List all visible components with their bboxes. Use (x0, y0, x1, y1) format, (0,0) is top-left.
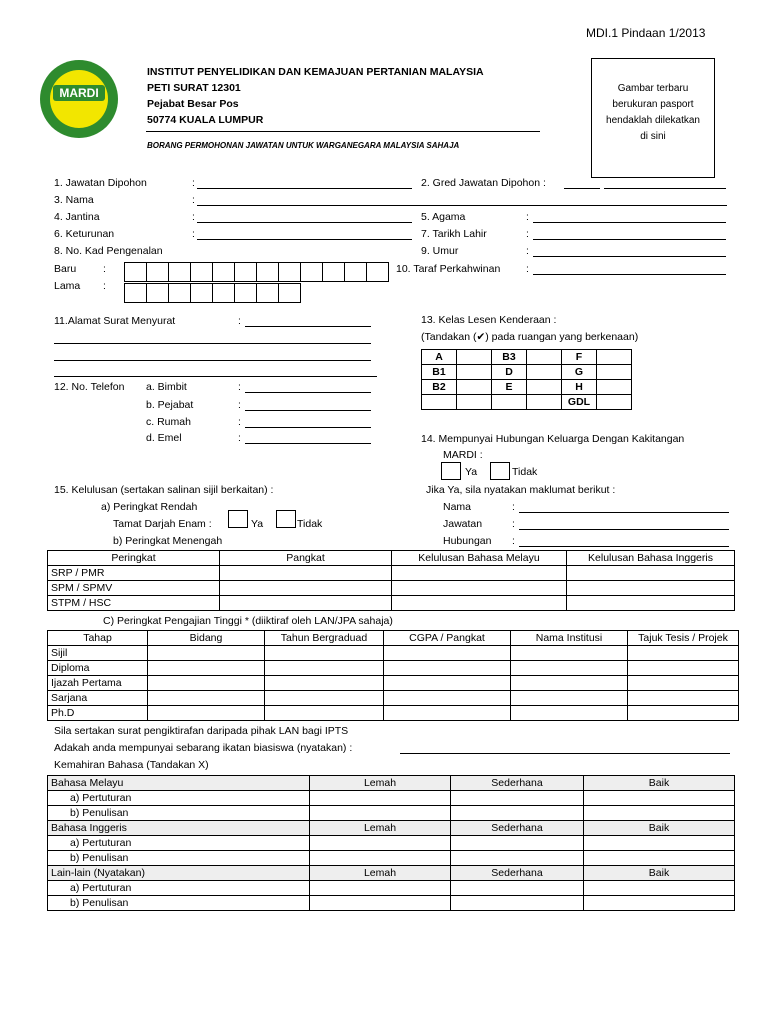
cell-input[interactable] (265, 676, 384, 691)
colon: : (526, 211, 529, 223)
licence-row (422, 350, 632, 365)
col-tahun: Tahun Bergraduad (265, 631, 384, 646)
language-table (47, 775, 735, 911)
label-peringkat-rendah: a) Peringkat Rendah (101, 501, 198, 513)
cell-input[interactable] (584, 851, 735, 866)
cell-input[interactable] (310, 851, 451, 866)
lang-group: Lain-lain (Nyatakan) (48, 866, 310, 881)
cell-input[interactable] (511, 661, 628, 676)
cell-input[interactable] (584, 836, 735, 851)
label-jawatan-dipohon: 1. Jawatan Dipohon (54, 177, 147, 189)
rel-hubungan-field[interactable] (519, 546, 729, 547)
table-row (48, 676, 739, 691)
cell-input[interactable] (310, 791, 451, 806)
relation-ya-label: Ya (465, 466, 478, 478)
cell-input[interactable] (265, 646, 384, 661)
colon: : (103, 280, 106, 292)
cell-input[interactable] (511, 646, 628, 661)
licence-tick[interactable] (597, 350, 632, 365)
colon: : (526, 245, 529, 257)
darjah-ya-label: Ya (251, 518, 264, 530)
table-row (48, 896, 735, 911)
cell-input[interactable] (584, 896, 735, 911)
note-lan: Sila sertakan surat pengiktirafan daripada pihak LAN bagi IPTS (54, 725, 349, 737)
level-sederhana: Sederhana (451, 866, 584, 881)
label-keturunan: 6. Keturunan (54, 228, 115, 240)
cell-input[interactable] (220, 581, 392, 596)
colon: : (238, 399, 241, 411)
nama-field[interactable] (197, 205, 727, 206)
level-lemah: Lemah (310, 821, 451, 836)
level-lemah: Lemah (310, 776, 451, 791)
taraf-perkahwinan-field[interactable] (533, 274, 726, 275)
rumah-field[interactable] (245, 427, 371, 428)
agama-field[interactable] (533, 222, 726, 223)
cell-input[interactable] (392, 566, 567, 581)
cell-input[interactable] (148, 676, 265, 691)
table-row (48, 836, 735, 851)
mardi-logo (40, 60, 118, 138)
jika-ya-note: Jika Ya, sila nyatakan maklumat berikut : (426, 484, 616, 496)
licence-class: A (422, 350, 457, 365)
label-jantina: 4. Jantina (54, 211, 100, 223)
cell-input[interactable] (265, 691, 384, 706)
col-tahap: Tahap (48, 631, 148, 646)
umur-field[interactable] (533, 256, 726, 257)
col-bidang: Bidang (148, 631, 265, 646)
licence-class (492, 395, 527, 410)
colon: : (238, 381, 241, 393)
row-label: Ijazah Pertama (48, 676, 148, 691)
licence-class: B2 (422, 380, 457, 395)
relation-tidak-checkbox[interactable] (490, 462, 510, 480)
col-bm: Kelulusan Bahasa Melayu (392, 551, 567, 566)
level-baik: Baik (584, 821, 735, 836)
table-row (48, 581, 735, 596)
table-row (48, 806, 735, 821)
cell-input[interactable] (451, 806, 584, 821)
label-hubungan-keluarga: 14. Mempunyai Hubungan Keluarga Dengan Kakitangan (421, 433, 685, 445)
form-subtitle: BORANG PERMOHONAN JAWATAN UNTUK WARGANEGARA MALAYSIA SAHAJA (147, 141, 460, 150)
cell-input[interactable] (628, 706, 739, 721)
label-alamat: 11.Alamat Surat Menyurat (54, 315, 176, 327)
col-peringkat: Peringkat (48, 551, 220, 566)
cell-input[interactable] (567, 566, 735, 581)
level-sederhana: Sederhana (451, 821, 584, 836)
label-rumah: c. Rumah (146, 416, 191, 428)
licence-class: F (562, 350, 597, 365)
licence-class: B3 (492, 350, 527, 365)
photo-text-2: berukuran pasport (612, 99, 694, 110)
cell-input[interactable] (384, 646, 511, 661)
col-bi: Kelulusan Bahasa Inggeris (567, 551, 735, 566)
alamat-line-3[interactable] (54, 360, 371, 361)
colon: : (192, 194, 195, 206)
cell-input[interactable] (392, 581, 567, 596)
table-row (48, 566, 735, 581)
institute-name: INSTITUT PENYELIDIKAN DAN KEMAJUAN PERTANIAN MALAYSIA (147, 66, 484, 78)
cell-input[interactable] (148, 646, 265, 661)
licence-tick[interactable] (527, 380, 562, 395)
jantina-field[interactable] (197, 222, 412, 223)
cell-input[interactable] (265, 661, 384, 676)
passport-photo-box[interactable] (591, 58, 715, 178)
level-lemah: Lemah (310, 866, 451, 881)
label-taraf-perkahwinan: 10. Taraf Perkahwinan (396, 263, 501, 275)
cell-input[interactable] (511, 676, 628, 691)
cell-input[interactable] (567, 581, 735, 596)
cell-input[interactable] (384, 691, 511, 706)
level-sederhana: Sederhana (451, 776, 584, 791)
cell-input[interactable] (148, 661, 265, 676)
keturunan-field[interactable] (197, 239, 412, 240)
cell-input[interactable] (451, 881, 584, 896)
licence-tick[interactable] (597, 365, 632, 380)
cell-input[interactable] (265, 706, 384, 721)
gred-field-a[interactable] (564, 188, 600, 189)
colon: : (238, 315, 241, 327)
lesen-note: (Tandakan (✔) pada ruangan yang berkenaan) (421, 331, 639, 343)
cell-input[interactable] (584, 791, 735, 806)
label-gred-jawatan: 2. Gred Jawatan Dipohon : (421, 177, 546, 189)
licence-tick[interactable] (527, 395, 562, 410)
photo-text-4: di sini (640, 131, 666, 142)
row-label: SPM / SPMV (48, 581, 220, 596)
label-pejabat: b. Pejabat (146, 399, 194, 411)
licence-row (422, 380, 632, 395)
licence-class: GDL (562, 395, 597, 410)
logo-text: MARDI (53, 85, 105, 101)
cell-input[interactable] (310, 881, 451, 896)
table-row (48, 706, 739, 721)
cell-input[interactable] (310, 836, 451, 851)
pejabat-field[interactable] (245, 410, 371, 411)
language-group-row (48, 866, 735, 881)
row-label: b) Penulisan (48, 806, 310, 821)
cell-input[interactable] (384, 676, 511, 691)
label-bimbit: a. Bimbit (146, 381, 187, 393)
cell-input[interactable] (584, 881, 735, 896)
row-label: Diploma (48, 661, 148, 676)
gred-field-b[interactable] (604, 188, 726, 189)
secondary-table (47, 550, 735, 611)
higher-education-table (47, 630, 739, 721)
colon: : (192, 211, 195, 223)
cell-input[interactable] (511, 691, 628, 706)
licence-row (422, 395, 632, 410)
row-label: SRP / PMR (48, 566, 220, 581)
licence-tick[interactable] (527, 350, 562, 365)
label-rel-nama: Nama (443, 501, 472, 513)
licence-table (421, 349, 632, 410)
licence-class: E (492, 380, 527, 395)
photo-text-3: hendaklah dilekatkan (606, 115, 700, 126)
emel-field[interactable] (245, 443, 371, 444)
row-label: a) Pertuturan (48, 881, 310, 896)
label-mardi: MARDI : (443, 449, 483, 461)
level-baik: Baik (584, 866, 735, 881)
darjah-tidak-checkbox[interactable] (276, 510, 296, 528)
licence-tick[interactable] (597, 395, 632, 410)
cell-input[interactable] (220, 566, 392, 581)
cell-input[interactable] (310, 896, 451, 911)
colon: : (192, 177, 195, 189)
cell-input[interactable] (148, 691, 265, 706)
table-row (48, 646, 739, 661)
cell-input[interactable] (310, 806, 451, 821)
relation-ya-checkbox[interactable] (441, 462, 461, 480)
licence-tick[interactable] (457, 395, 492, 410)
label-emel: d. Emel (146, 432, 182, 444)
relation-tidak-label: Tidak (512, 466, 538, 478)
postcode-city: 50774 KUALA LUMPUR (147, 114, 264, 126)
colon: : (238, 432, 241, 444)
language-group-row (48, 776, 735, 791)
lang-group: Bahasa Melayu (48, 776, 310, 791)
alamat-line-4[interactable] (54, 376, 377, 377)
cell-input[interactable] (392, 596, 567, 611)
biasiswa-field[interactable] (400, 753, 730, 754)
label-tarikh-lahir: 7. Tarikh Lahir (421, 228, 487, 240)
label-biasiswa: Adakah anda mempunyai sebarang ikatan biasiswa (nyatakan) : (54, 742, 353, 754)
darjah-ya-checkbox[interactable] (228, 510, 248, 528)
cell-input[interactable] (384, 706, 511, 721)
cell-input[interactable] (628, 676, 739, 691)
level-baik: Baik (584, 776, 735, 791)
label-umur: 9. Umur (421, 245, 459, 257)
label-peringkat-menengah: b) Peringkat Menengah (113, 535, 223, 547)
alamat-line-2[interactable] (54, 343, 371, 344)
cell-input[interactable] (451, 791, 584, 806)
label-nama: 3. Nama (54, 194, 94, 206)
cell-input[interactable] (628, 661, 739, 676)
tarikh-lahir-field[interactable] (533, 239, 726, 240)
language-group-row (48, 821, 735, 836)
colon: : (512, 535, 515, 547)
col-tesis: Tajuk Tesis / Projek (628, 631, 739, 646)
bimbit-field[interactable] (245, 392, 371, 393)
colon: : (526, 228, 529, 240)
label-baru: Baru (54, 263, 77, 275)
cell-input[interactable] (584, 806, 735, 821)
label-kelulusan: 15. Kelulusan (sertakan salinan sijil berkaitan) : (54, 484, 274, 496)
rel-jawatan-field[interactable] (519, 529, 729, 530)
row-label: a) Pertuturan (48, 836, 310, 851)
rel-nama-field[interactable] (519, 512, 729, 513)
alamat-line-1[interactable] (245, 326, 371, 327)
table-row (48, 596, 735, 611)
row-label: Sarjana (48, 691, 148, 706)
cell-input[interactable] (511, 706, 628, 721)
colon: : (512, 501, 515, 513)
label-lama: Lama (54, 280, 81, 292)
ic-lama-boxes[interactable] (124, 283, 301, 303)
photo-text-1: Gambar terbaru (617, 83, 689, 94)
colon: : (192, 228, 195, 240)
licence-class: D (492, 365, 527, 380)
row-label: Ph.D (48, 706, 148, 721)
col-cgpa: CGPA / Pangkat (384, 631, 511, 646)
licence-class: G (562, 365, 597, 380)
cell-input[interactable] (220, 596, 392, 611)
label-rel-hubungan: Hubungan (443, 535, 492, 547)
label-telefon: 12. No. Telefon (54, 381, 125, 393)
table-row (48, 791, 735, 806)
colon: : (238, 416, 241, 428)
table-row (48, 691, 739, 706)
cell-input[interactable] (628, 691, 739, 706)
licence-tick[interactable] (457, 380, 492, 395)
header-divider (146, 131, 540, 132)
cell-input[interactable] (567, 596, 735, 611)
licence-tick[interactable] (457, 365, 492, 380)
cell-input[interactable] (628, 646, 739, 661)
licence-tick[interactable] (527, 365, 562, 380)
colon: : (526, 263, 529, 275)
licence-class: B1 (422, 365, 457, 380)
row-label: STPM / HSC (48, 596, 220, 611)
post-office: Pejabat Besar Pos (147, 98, 239, 110)
label-kemahiran-bahasa: Kemahiran Bahasa (Tandakan X) (54, 759, 209, 771)
label-kad-pengenalan: 8. No. Kad Pengenalan (54, 245, 163, 257)
cell-input[interactable] (451, 851, 584, 866)
colon: : (512, 518, 515, 530)
colon: : (103, 263, 106, 275)
col-institusi: Nama Institusi (511, 631, 628, 646)
table-row (48, 851, 735, 866)
col-pangkat: Pangkat (220, 551, 392, 566)
licence-tick[interactable] (457, 350, 492, 365)
ic-baru-boxes[interactable] (124, 262, 389, 282)
cell-input[interactable] (451, 836, 584, 851)
licence-class (422, 395, 457, 410)
label-rel-jawatan: Jawatan (443, 518, 483, 530)
label-lesen: 13. Kelas Lesen Kenderaan : (421, 314, 557, 326)
jawatan-dipohon-field[interactable] (197, 188, 412, 189)
po-box: PETI SURAT 12301 (147, 82, 241, 94)
table-row (48, 661, 739, 676)
table-row (48, 881, 735, 896)
cell-input[interactable] (148, 706, 265, 721)
licence-tick[interactable] (597, 380, 632, 395)
licence-row (422, 365, 632, 380)
form-code: MDI.1 Pindaan 1/2013 (586, 26, 706, 40)
licence-class: H (562, 380, 597, 395)
row-label: a) Pertuturan (48, 791, 310, 806)
cell-input[interactable] (384, 661, 511, 676)
cell-input[interactable] (451, 896, 584, 911)
row-label: Sijil (48, 646, 148, 661)
row-label: b) Penulisan (48, 851, 310, 866)
darjah-tidak-label: Tidak (297, 518, 323, 530)
lang-group: Bahasa Inggeris (48, 821, 310, 836)
label-tamat-darjah: Tamat Darjah Enam : (113, 518, 212, 530)
row-label: b) Penulisan (48, 896, 310, 911)
label-pengajian-tinggi: C) Peringkat Pengajian Tinggi * (diiktiraf oleh LAN/JPA sahaja) (103, 615, 393, 627)
label-agama: 5. Agama (421, 211, 466, 223)
